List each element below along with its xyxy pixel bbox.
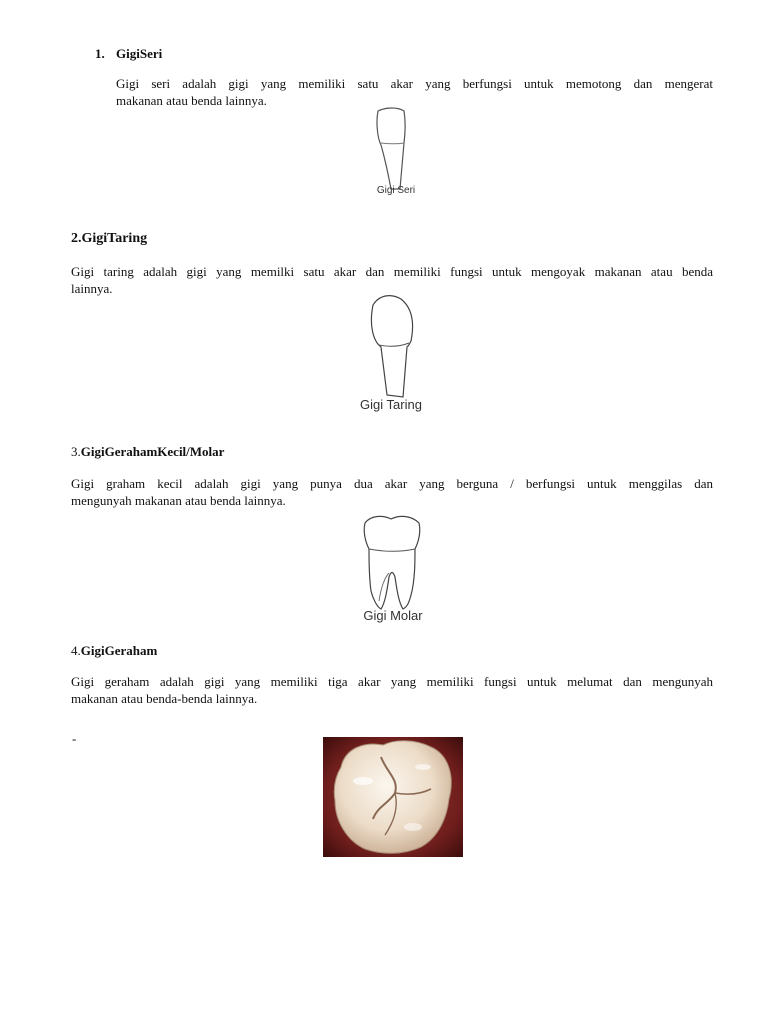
section-4-text-line-2: makanan atau benda-benda lainnya. bbox=[71, 691, 258, 706]
section-3-text bbox=[71, 475, 713, 509]
section-3-text-line-1: Gigi graham kecil adalah gigi yang punya dua akar yang berguna / berfungsi untuk menggilas dan bbox=[71, 476, 713, 491]
premolar-tooth-drawing-icon bbox=[353, 511, 433, 627]
premolar-caption: Gigi Molar bbox=[363, 608, 423, 623]
molar-tooth-photo-icon bbox=[323, 737, 463, 857]
dash-marker: - bbox=[72, 731, 77, 746]
section-4-number: 4. bbox=[71, 643, 81, 658]
section-2-text-line-1: Gigi taring adalah gigi yang memilki satu akar dan memiliki fungsi untuk mengoyak makanan atau benda bbox=[71, 264, 713, 279]
section-3-number: 3. bbox=[71, 444, 81, 459]
section-1-title: GigiSeri bbox=[116, 46, 163, 61]
canine-caption: Gigi Taring bbox=[360, 397, 422, 412]
section-1-heading bbox=[95, 46, 162, 62]
section-2-heading bbox=[71, 231, 147, 247]
section-4-text-line-1: Gigi geraham adalah gigi yang memiliki tiga akar yang memiliki fungsi untuk melumat dan mengunyah bbox=[71, 674, 713, 689]
section-1-text bbox=[116, 75, 713, 109]
section-4-heading bbox=[71, 643, 157, 659]
section-1-number: 1. bbox=[95, 46, 105, 61]
section-4-title: GigiGeraham bbox=[80, 643, 158, 658]
canine-tooth-drawing-icon bbox=[351, 291, 431, 415]
section-2-number: 2. bbox=[71, 231, 82, 246]
section-3-heading bbox=[71, 444, 224, 460]
section-3-text-line-2: mengunyah makanan atau benda lainnya. bbox=[71, 493, 286, 508]
section-2-title: GigiTaring bbox=[81, 231, 148, 246]
incisor-caption: Gigi Seri bbox=[376, 185, 416, 196]
section-4-text bbox=[71, 673, 713, 707]
section-1-text-line-2: makanan atau benda lainnya. bbox=[116, 93, 267, 108]
section-1-text-line-1: Gigi seri adalah gigi yang memiliki satu akar yang berfungsi untuk memotong dan mengerat bbox=[116, 76, 713, 91]
incisor-tooth-drawing-icon bbox=[360, 107, 432, 199]
section-2-text-line-2: lainnya. bbox=[71, 281, 113, 296]
section-3-title: GigiGerahamKecil/Molar bbox=[80, 444, 225, 459]
